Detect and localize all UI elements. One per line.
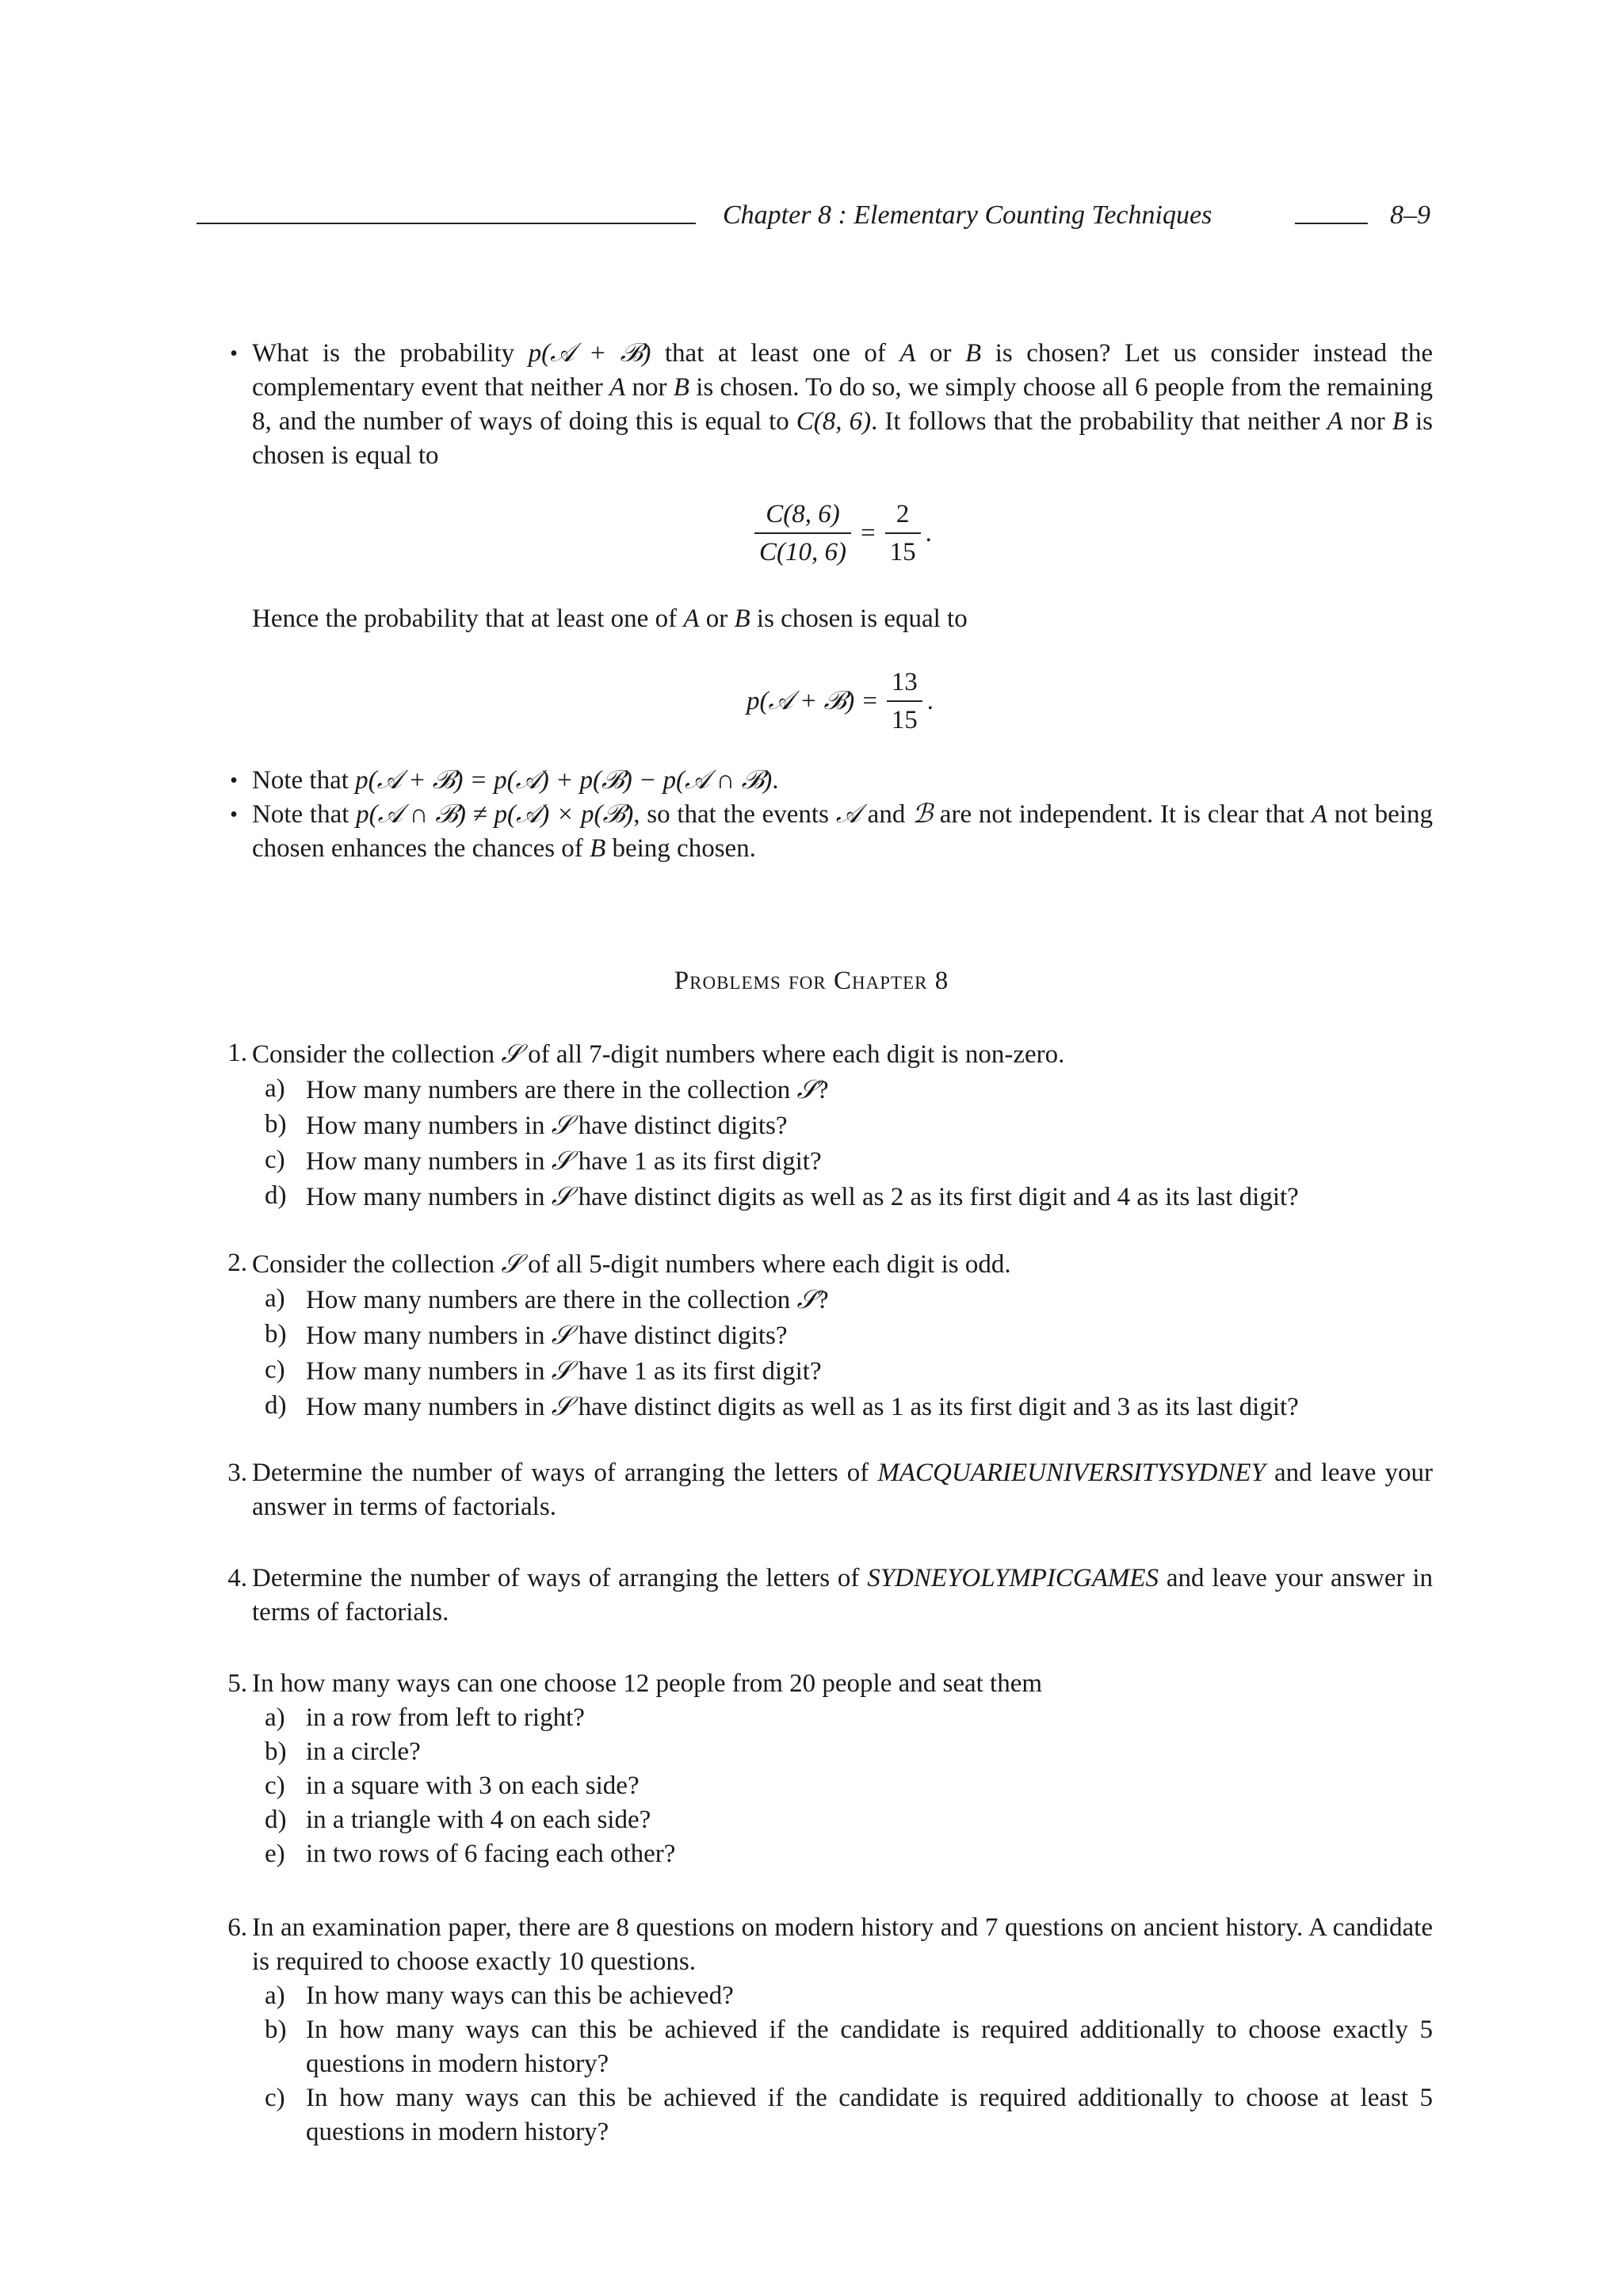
math: B: [673, 373, 689, 402]
math: A: [683, 605, 700, 633]
problem-number: 5.: [227, 1669, 247, 1698]
subquestion-a: a) in a row from left to right?: [265, 1703, 585, 1732]
denominator: C(10, 6): [754, 532, 851, 567]
header-rule-left: [197, 223, 696, 224]
section-title: Problems for Chapter 8: [674, 967, 949, 995]
subquestion-c: c) How many numbers in 𝒮 have 1 as its first digit?: [265, 1145, 822, 1176]
problem-1: [227, 1036, 1433, 1215]
fraction: [887, 667, 922, 735]
text: being chosen.: [605, 834, 756, 863]
equals-sign: =: [861, 518, 876, 547]
header-rule-right: [1295, 223, 1368, 224]
text: or: [699, 605, 735, 633]
math: p(𝒜 + ℬ) = p(𝒜) + p(ℬ) − p(𝒜 ∩ ℬ): [355, 766, 773, 795]
problem-number: 1.: [227, 1039, 247, 1067]
text: is chosen? Let us consider instead the complementary event that neither: [252, 339, 1433, 402]
text: not being chosen enhances the chances of: [252, 800, 1433, 863]
period: .: [926, 686, 934, 715]
fraction: [885, 499, 921, 567]
problem-number: 3.: [227, 1459, 247, 1487]
letters-word: SYDNEYOLYMPICGAMES: [867, 1564, 1159, 1592]
equation-at-least-one: [747, 667, 934, 735]
subquestion-b: b) How many numbers in 𝒮 have distinct digits?: [265, 1109, 788, 1140]
math: p(𝒜 + ℬ): [528, 339, 651, 368]
letters-word: MACQUARIEUNIVERSITYSYDNEY: [877, 1459, 1266, 1487]
hence-paragraph: [252, 602, 1433, 636]
subquestion-c: c) In how many ways can this be achieved if the candidate is required additionally to choose at least 5 questions in modern history?: [265, 2084, 1433, 2146]
problem-number: 4.: [227, 1564, 247, 1592]
text: Note that: [252, 800, 357, 829]
problem-statement: In an examination paper, there are 8 questions on modern history and 7 questions on ancient history. A candidate is required to choose exactly 10 questions.: [252, 1913, 1433, 1976]
text: that at least one of: [651, 339, 900, 368]
math: B: [590, 834, 606, 863]
problem-number: 2.: [227, 1249, 247, 1277]
bullet-dot: •: [230, 341, 238, 366]
denominator: 15: [885, 532, 921, 567]
period: .: [925, 518, 932, 547]
subquestion-b: b) How many numbers in 𝒮 have distinct digits?: [265, 1319, 788, 1350]
page-number: 8–9: [1390, 200, 1430, 230]
problem-4: [227, 1562, 1433, 1630]
bullet-not-independent: [230, 798, 1433, 866]
text: and: [860, 800, 913, 829]
text: nor: [625, 373, 674, 402]
text: , so that the events: [633, 800, 836, 829]
equation-lhs: p(𝒜 + ℬ) =: [747, 686, 879, 715]
problem-statement: Determine the number of ways of arranging the letters of SYDNEYOLYMPICGAMES and leave your answer in terms of factorials.: [252, 1564, 1433, 1627]
subquestion-c: c) How many numbers in 𝒮 have 1 as its first digit?: [265, 1355, 822, 1386]
numerator: 2: [896, 500, 910, 528]
problem-3: [227, 1456, 1433, 1524]
numerator: 13: [891, 668, 918, 696]
text: is chosen is equal to: [750, 605, 968, 633]
numerator: C(8, 6): [766, 500, 840, 528]
problem-2: [227, 1246, 1433, 1425]
subquestion-a: a) In how many ways can this be achieved?: [265, 1981, 734, 2010]
text: Note that: [252, 766, 356, 795]
text: or: [915, 339, 966, 368]
subquestion-d: d) How many numbers in 𝒮 have distinct digits as well as 2 as its first digit and 4 as its last digit?: [265, 1180, 1299, 1211]
problem-statement: Consider the collection 𝒮 of all 5-digit numbers where each digit is odd.: [252, 1248, 1011, 1279]
text: . It follows that the probability that neither: [871, 407, 1327, 436]
text: is chosen is equal to: [252, 407, 1434, 470]
bullet-dot: •: [230, 769, 238, 793]
subquestion-d: d) in a triangle with 4 on each side?: [265, 1806, 651, 1834]
math: B: [1392, 407, 1408, 436]
math: ℬ: [912, 800, 934, 829]
math: p(𝒜 ∩ ℬ) ≠ p(𝒜) × p(ℬ): [356, 800, 634, 829]
math: A: [899, 339, 916, 368]
problem-statement: Consider the collection 𝒮 of all 7-digit numbers where each digit is non-zero.: [252, 1038, 1065, 1069]
subquestion-b: b) In how many ways can this be achieved if the candidate is required additionally to choose exactly 5 questions in modern history?: [265, 2016, 1433, 2078]
text: are not independent. It is clear that: [933, 800, 1312, 829]
fraction: [754, 499, 851, 567]
problem-6: [227, 1911, 1433, 2149]
bullet-dot: •: [230, 803, 238, 827]
math: A: [609, 373, 626, 402]
math: B: [734, 605, 750, 633]
text: is chosen. To do so, we simply choose all 6 people from the remaining 8, and the number of ways of doing this is equal to: [252, 373, 1434, 436]
math: 𝒜: [835, 800, 861, 829]
subquestion-d: d) How many numbers in 𝒮 have distinct digits as well as 1 as its first digit and 3 as its last digit?: [265, 1390, 1299, 1421]
subquestion-c: c) in a square with 3 on each side?: [265, 1772, 640, 1800]
text: .: [772, 766, 779, 795]
problem-5: [227, 1667, 1433, 1871]
subquestion-a: a) How many numbers are there in the collection 𝒮?: [265, 1074, 829, 1104]
text: Hence the probability that at least one of: [252, 605, 684, 633]
math: A: [1311, 800, 1327, 829]
equation-neither-chosen: [750, 499, 932, 567]
bullet-inclusion-exclusion: [230, 764, 1433, 798]
problem-statement: In how many ways can one choose 12 people from 20 people and seat them: [252, 1669, 1043, 1698]
denominator: 15: [887, 700, 922, 735]
subquestion-a: a) How many numbers are there in the collection 𝒮?: [265, 1283, 829, 1314]
math: C(8, 6): [796, 407, 872, 436]
text: What is the probability: [252, 339, 529, 368]
math: B: [965, 339, 982, 368]
subquestion-b: b) in a circle?: [265, 1737, 421, 1766]
subquestion-e: e) in two rows of 6 facing each other?: [265, 1840, 676, 1868]
running-header-title: Chapter 8 : Elementary Counting Techniques: [723, 200, 1212, 230]
bullet-probability-at-least-one: [230, 337, 1434, 473]
math: A: [1327, 407, 1343, 436]
problem-number: 6.: [227, 1913, 247, 1942]
text: nor: [1342, 407, 1392, 436]
problem-statement: Determine the number of ways of arranging the letters of MACQUARIEUNIVERSITYSYDNEY and leave your answer in terms of factorials.: [252, 1459, 1433, 1521]
